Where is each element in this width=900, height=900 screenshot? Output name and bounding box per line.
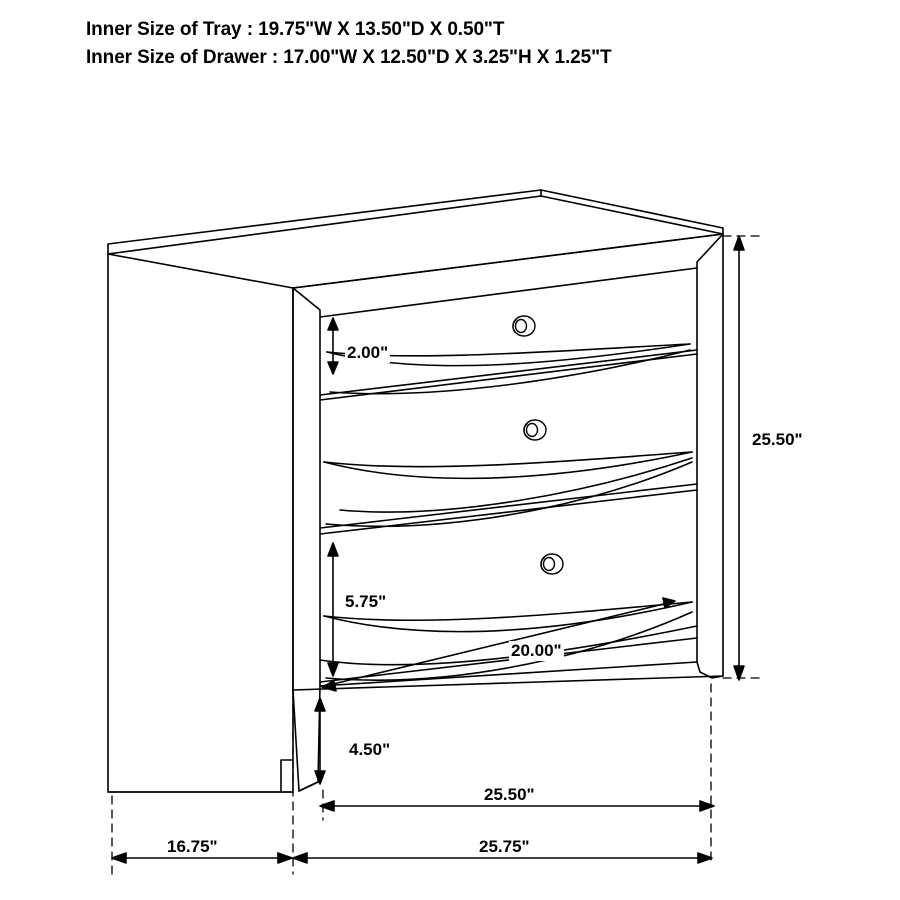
label-leg-height: 4.50"	[349, 740, 391, 759]
drawer-spec-line: Inner Size of Drawer : 17.00"W X 12.50"D X 3.25"H X 1.25"T	[86, 46, 612, 68]
drawer-top	[320, 268, 697, 395]
label-overall-width: 25.75"	[479, 837, 530, 856]
tray-spec-line: Inner Size of Tray : 19.75"W X 13.50"D X 0.50"T	[86, 19, 505, 40]
extension-lines-right	[723, 236, 762, 678]
label-front-inner-width: 20.00"	[511, 641, 562, 660]
legs	[293, 662, 723, 791]
drawer-knob-bottom	[541, 554, 563, 574]
extension-lines-front-width	[323, 684, 711, 862]
drawer-middle	[320, 354, 697, 528]
cabinet-left-side	[108, 254, 293, 792]
label-overall-height: 25.50"	[752, 430, 803, 449]
dimension-bottom-drawer-height	[328, 543, 338, 676]
drawer-knob-top	[513, 316, 535, 336]
front-left-stile	[293, 288, 320, 686]
dimension-top-drawer-height	[328, 318, 338, 374]
label-bottom-drawer-height: 5.75"	[345, 592, 387, 611]
dimension-leg-height	[315, 698, 325, 784]
label-top-drawer-height: 2.00"	[347, 343, 389, 362]
drawer-knob-middle	[524, 420, 546, 440]
label-depth: 16.75"	[167, 837, 218, 856]
label-front-width: 25.50"	[484, 785, 535, 804]
front-right-stile	[697, 234, 723, 662]
cabinet-front-face	[293, 234, 723, 690]
dimension-overall-height	[734, 236, 744, 680]
